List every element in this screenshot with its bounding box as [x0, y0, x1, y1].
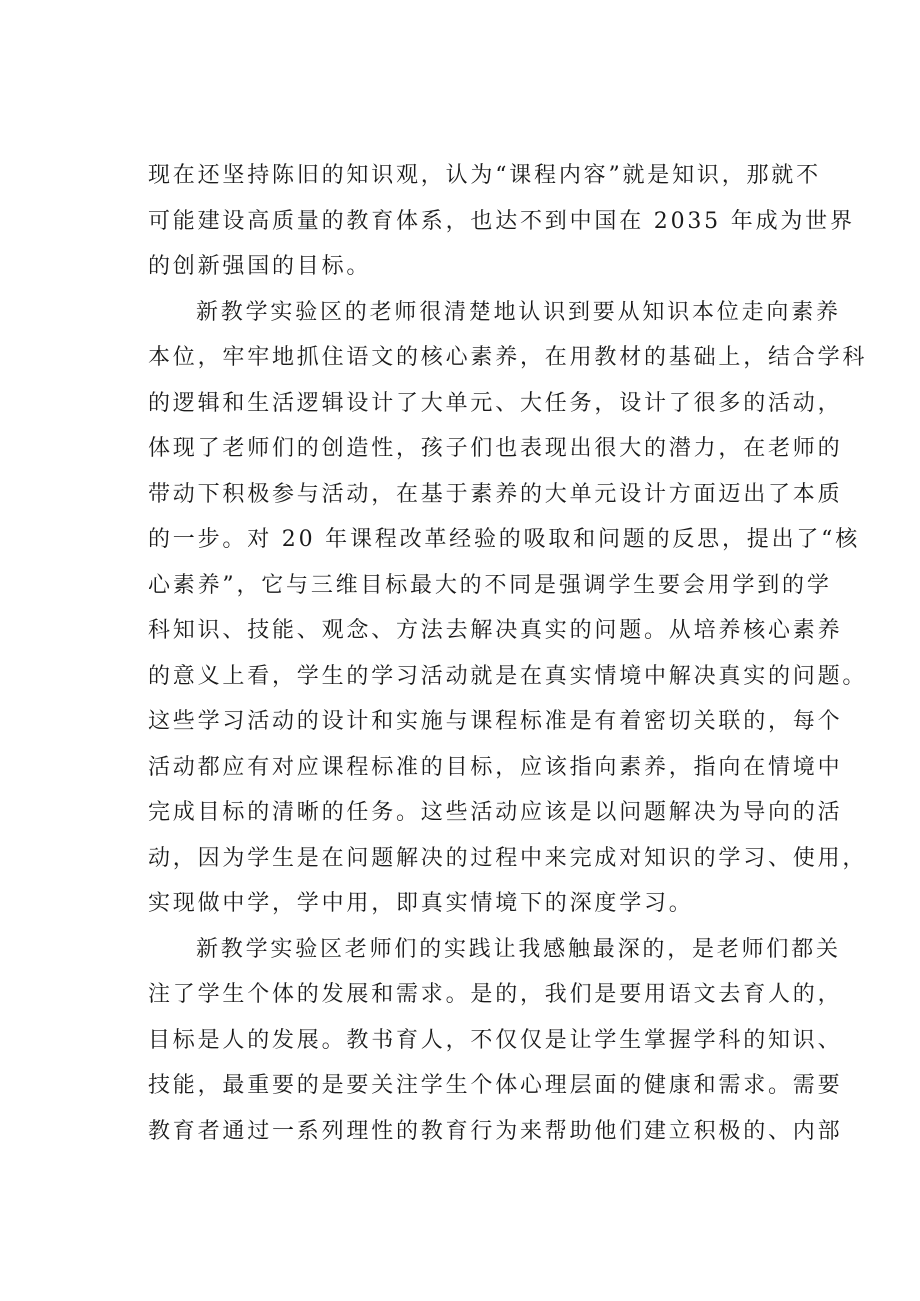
text-line: 体现了老师们的创造性，孩子们也表现出很大的潜力，在老师的 [148, 436, 843, 461]
text-line: 这些学习活动的设计和实施与课程标准是有着密切关联的，每个 [148, 709, 843, 734]
text-line: 目标是人的发展。教书育人，不仅仅是让学生掌握学科的知识、 [148, 1027, 843, 1053]
paragraph-3 [148, 927, 843, 1155]
text-line: 的逻辑和生活逻辑设计了大单元、大任务，设计了很多的活动， [148, 390, 843, 416]
text-line: 完成目标的清晰的任务。这些活动应该是以问题解决为导向的活 [148, 800, 843, 825]
document-body [148, 153, 868, 1154]
text-line: 的一步。对 20 年课程改革经验的吸取和问题的反思，提出了“核 [148, 527, 861, 552]
paragraph-2 [148, 290, 868, 927]
text-line: 新教学实验区的老师很清楚地认识到要从知识本位走向素养 [196, 299, 841, 325]
text-line: 的意义上看，学生的学习活动就是在真实情境中解决真实的问题。 [148, 663, 868, 689]
text-line: 新教学实验区老师们的实践让我感触最深的，是老师们都关 [196, 936, 841, 962]
text-line: 的创新强国的目标。 [148, 254, 372, 279]
text-line: 实现做中学，学中用，即真实情境下的深度学习。 [148, 891, 694, 916]
text-line: 心素养”，它与三维目标最大的不同是强调学生要会用学到的学 [148, 572, 832, 598]
text-line: 本位，牢牢地抓住语文的核心素养，在用教材的基础上，结合学科 [148, 345, 868, 370]
text-line: 带动下积极参与活动，在基于素养的大单元设计方面迈出了本质 [148, 481, 843, 507]
text-line: 教育者通过一系列理性的教育行为来帮助他们建立积极的、内部 [148, 1118, 843, 1144]
text-line: 科知识、技能、观念、方法去解决真实的问题。从培养核心素养 [148, 618, 843, 643]
paragraph-1 [148, 153, 855, 290]
text-line: 可能建设高质量的教育体系，也达不到中国在 2035 年成为世界 [148, 208, 855, 234]
text-line: 活动都应有对应课程标准的目标，应该指向素养，指向在情境中 [148, 754, 843, 780]
text-line: 技能，最重要的是要关注学生个体心理层面的健康和需求。需要 [148, 1073, 843, 1098]
text-line: 现在还坚持陈旧的知识观，认为“课程内容”就是知识，那就不 [148, 163, 821, 188]
text-line: 注了学生个体的发展和需求。是的，我们是要用语文去育人的， [148, 982, 843, 1007]
text-line: 动，因为学生是在问题解决的过程中来完成对知识的学习、使用， [148, 845, 868, 871]
